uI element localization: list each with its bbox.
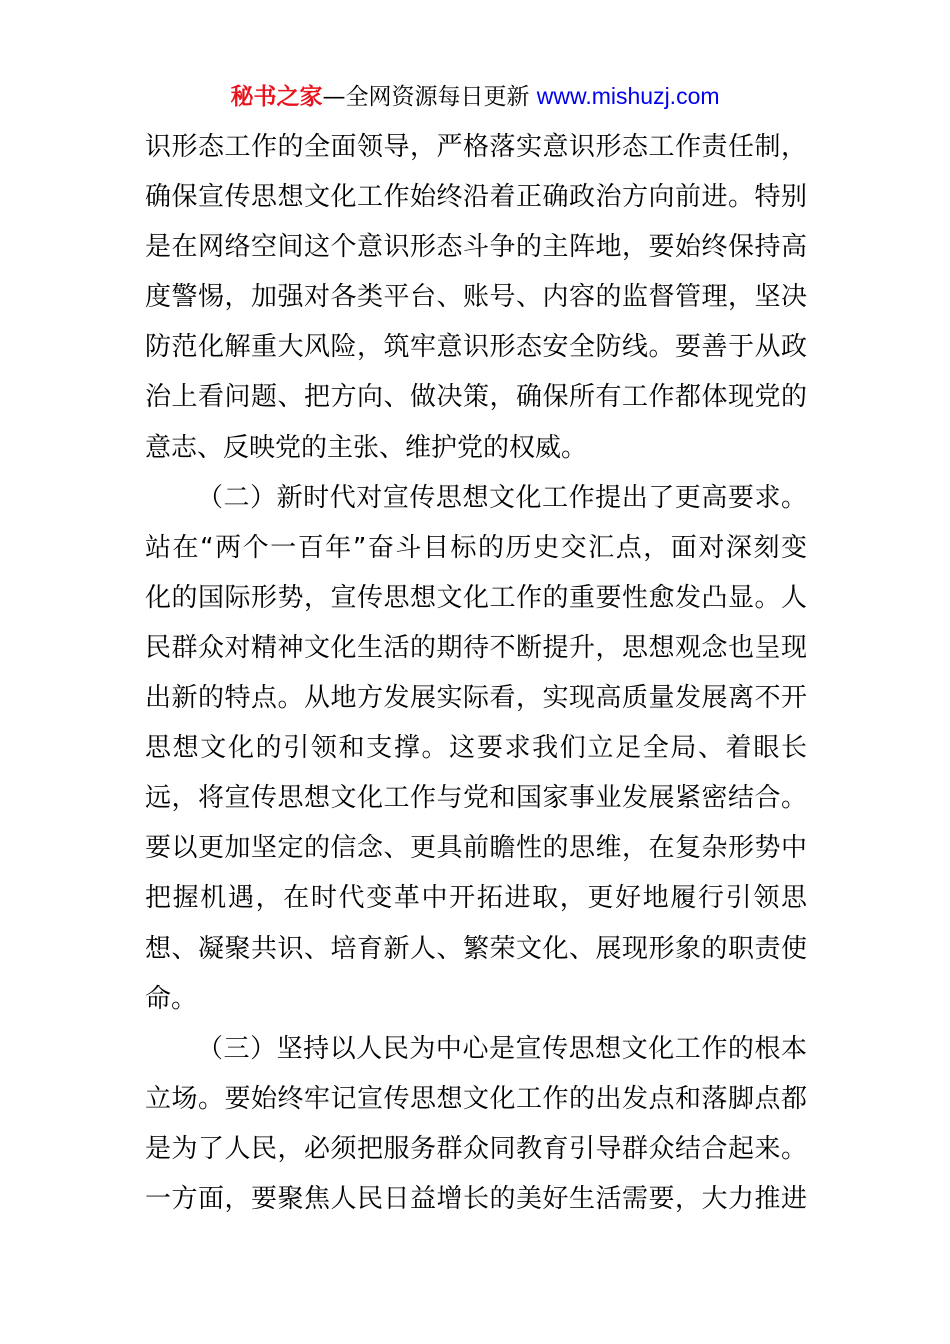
site-brand: 秘书之家 <box>230 84 323 110</box>
site-header <box>0 80 950 113</box>
text-line: 治上看问题、把方向、做决策，确保所有工作都体现党的 <box>145 382 807 413</box>
section-heading-line: （二）新时代对宣传思想文化工作提出了更高要求。 <box>197 482 807 513</box>
text-line: 一方面，要聚焦人民日益增长的美好生活需要，大力推进 <box>145 1183 807 1214</box>
text-line: 化的国际形势，宣传思想文化工作的重要性愈发凸显。人 <box>145 582 807 613</box>
text-line: 度警惕，加强对各类平台、账号、内容的监督管理，坚决 <box>145 282 807 313</box>
site-url-link[interactable]: www.mishuzj.com <box>536 83 720 109</box>
text-line: 是在网络空间这个意识形态斗争的主阵地，要始终保持高 <box>145 232 807 263</box>
text-line: 立场。要始终牢记宣传思想文化工作的出发点和落脚点都 <box>145 1083 807 1114</box>
text-line: 识形态工作的全面领导，严格落实意识形态工作责任制， <box>145 132 807 162</box>
site-tagline: —全网资源每日更新 <box>322 84 537 110</box>
document-body <box>145 122 807 1224</box>
text-line: 把握机遇，在时代变革中开拓进取，更好地履行引领思 <box>145 883 807 914</box>
text-line: 防范化解重大风险，筑牢意识形态安全防线。要善于从政 <box>145 332 807 363</box>
text-line: 站在“两个一百年”奋斗目标的历史交汇点，面对深刻变 <box>145 532 807 563</box>
text-line: 远，将宣传思想文化工作与党和国家事业发展紧密结合。 <box>145 783 807 814</box>
text-line: 确保宣传思想文化工作始终沿着正确政治方向前进。特别 <box>145 182 807 213</box>
text-line: 民群众对精神文化生活的期待不断提升，思想观念也呈现 <box>145 632 807 663</box>
text-line: 思想文化的引领和支撑。这要求我们立足全局、着眼长 <box>145 733 807 764</box>
text-line: 想、凝聚共识、培育新人、繁荣文化、展现形象的职责使 <box>145 933 807 964</box>
text-line: 要以更加坚定的信念、更具前瞻性的思维，在复杂形势中 <box>145 833 807 864</box>
text-line: 命。 <box>145 983 198 1014</box>
section-heading-line: （三）坚持以人民为中心是宣传思想文化工作的根本 <box>197 1033 807 1064</box>
text-line: 意志、反映党的主张、维护党的权威。 <box>145 432 588 463</box>
text-line: 是为了人民，必须把服务群众同教育引导群众结合起来。 <box>145 1133 807 1164</box>
text-line: 出新的特点。从地方发展实际看，实现高质量发展离不开 <box>145 683 807 714</box>
